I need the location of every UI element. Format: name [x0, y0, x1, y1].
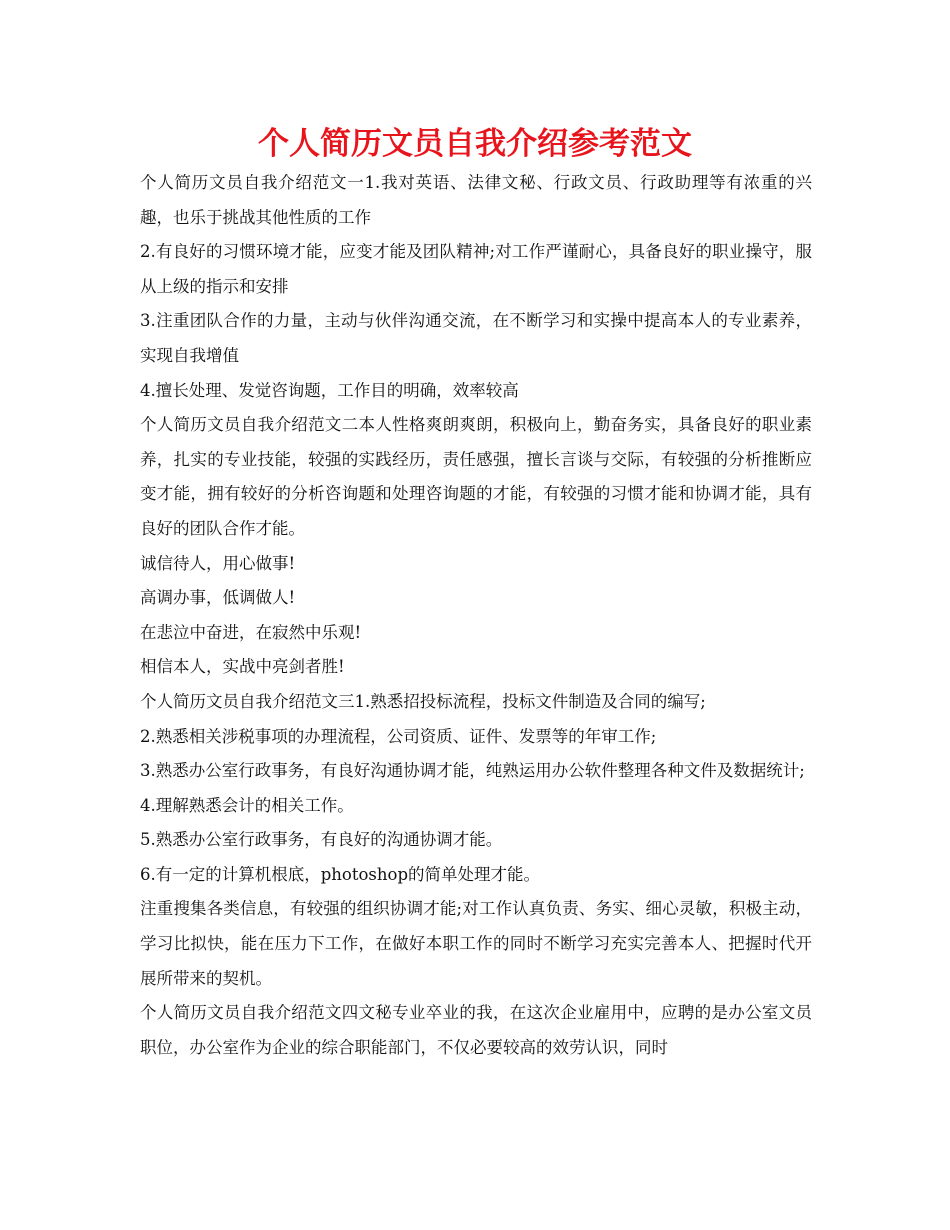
- paragraph-4: 4.擅长处理、发觉咨询题，工作目的明确，效率较高: [140, 380, 519, 400]
- paragraph-7: 高调办事，低调做人!: [140, 588, 296, 608]
- paragraph-14: 5.熟悉办公室行政事务，有良好的沟通协调才能。: [140, 830, 503, 850]
- paragraph-17: 个人简历文员自我介绍范文四文秘专业卒业的我，在这次企业雇用中，应聘的是办公室文员职位，办公室作为企业的综合职能部门，不仅必要较高的效劳认识，同时: [140, 1003, 812, 1057]
- paragraph-5: 个人简历文员自我介绍范文二本人性格爽朗爽朗，积极向上，勤奋务实，具备良好的职业素养，扎实的专业技能，较强的实践经历，责任感强，擅长言谈与交际，有较强的分析推断应变才能，拥有较好的分析咨询题和处理咨询题的才能，有较强的习惯才能和协调才能，具有良好的团队合作才能。: [140, 415, 812, 538]
- paragraph-8: 在悲泣中奋进，在寂然中乐观!: [140, 622, 362, 642]
- paragraph-11: 2.熟悉相关涉税事项的办理流程，公司资质、证件、发票等的年审工作;: [140, 726, 657, 746]
- paragraph-6: 诚信待人，用心做事!: [140, 553, 296, 573]
- paragraph-3: 3.注重团队合作的力量，主动与伙伴沟通交流，在不断学习和实操中提高本人的专业素养，实现自我增值: [140, 311, 812, 365]
- paragraph-10: 个人简历文员自我介绍范文三1.熟悉招投标流程，投标文件制造及合同的编写;: [140, 691, 706, 711]
- paragraph-12: 3.熟悉办公室行政事务，有良好沟通协调才能，纯熟运用办公软件整理各种文件及数据统计;: [140, 761, 805, 781]
- paragraph-13: 4.理解熟悉会计的相关工作。: [140, 795, 354, 815]
- document-title: 个人简历文员自我介绍参考范文: [258, 126, 692, 162]
- paragraph-2: 2.有良好的习惯环境才能，应变才能及团队精神;对工作严谨耐心，具备良好的职业操守，服从上级的指示和安排: [140, 242, 812, 296]
- paragraph-15: 6.有一定的计算机根底，photoshop的简单处理才能。: [140, 864, 541, 884]
- paragraph-1: 个人简历文员自我介绍范文一1.我对英语、法律文秘、行政文员、行政助理等有浓重的兴趣，也乐于挑战其他性质的工作: [140, 173, 812, 227]
- paragraph-16: 注重搜集各类信息，有较强的组织协调才能;对工作认真负责、务实、细心灵敏，积极主动，学习比拟快，能在压力下工作，在做好本职工作的同时不断学习充实完善本人、把握时代开展所带来的契机。: [140, 899, 812, 988]
- document-body: [140, 166, 812, 1065]
- paragraph-9: 相信本人，实战中亮剑者胜!: [140, 657, 345, 677]
